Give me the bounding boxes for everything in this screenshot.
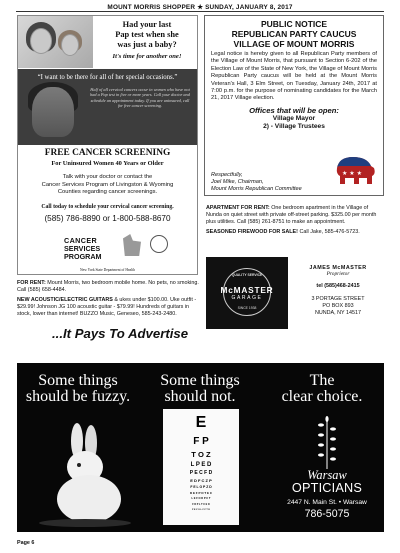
eye-chart: E F P T O Z L P E D P E C F D E D F C Z P F E L O P Z D D E F P O T E C L E F O D P C T F D P L T C E O P E Z O L C F T D (163, 409, 239, 525)
mcmaster-logo: QUALITY SERVICE McMASTER GARAGE SINCE 1938 (206, 257, 288, 329)
phone-numbers: (585) 786-8890 or 1-800-588-8670 (44, 214, 171, 223)
notice-signoff: Respectfully, Joel Mike, Chairman, Mount Morris Republican Committee (211, 172, 302, 192)
seal-icon (150, 235, 168, 253)
classified-item: FOR RENT: Mount Morris, two bedroom mobile home. No pets, no smoking. Call (585) 658-4484. (17, 280, 199, 293)
contact-text: Talk with your doctor or contact the Cancer Services Program of Livingston & Wyoming Counties regarding cancer screenings. (41, 174, 174, 196)
ad-question: Had your last Pap test when she was just a baby? (115, 20, 179, 49)
headline-should-not: Some things should not. (160, 372, 240, 405)
mcmaster-garage-ad (206, 257, 384, 329)
apartment-classified: APARTMENT FOR RENT: One bedroom apartment in the Village of Nunda on quiet street with private off-street parking. $325.00 per month plus utilities. Call (585) 261-8751 to make an appointment. (206, 205, 377, 225)
headline-clear-choice: The clear choice. (281, 372, 363, 405)
classified-item: NEW ACOUSTIC/ELECTRIC GUITARS & ukes under $100.00. Uke outfit - $29.99! Johnson JG 100 acoustic guitar - $79.99! Hundreds of guitars in stock, lower than internet! BUZZO Music, Geneseo, 585-243-2480. (17, 296, 197, 317)
call-line: Call today to schedule your cervical cancer screening. (41, 204, 174, 210)
classifieds (17, 280, 200, 321)
svg-text:★ ★ ★: ★ ★ ★ (342, 170, 362, 177)
store-script-name: Warsaw (307, 468, 347, 482)
mother-child-photo (18, 16, 93, 68)
cancer-services-logo: CANCER SERVICES PROGRAM (64, 236, 102, 261)
cancer-screening-ad (17, 15, 198, 275)
it-pays-to-advertise: ...It Pays To Advertise (52, 326, 189, 341)
notice-title: PUBLIC NOTICE REPUBLICAN PARTY CAUCUS VILLAGE OF MOUNT MORRIS (231, 19, 357, 49)
branch-logo (279, 415, 375, 469)
store-name: OPTICIANS (291, 481, 363, 495)
ad-quote: “I want to be there for all of her special occasions.” (37, 74, 178, 81)
page-number: Page 6 (17, 540, 35, 546)
store-address: 2447 N. Main St. • Warsaw (287, 499, 367, 506)
quote-band (18, 69, 197, 145)
offices-heading: Offices that will be open: (249, 105, 339, 115)
public-notice (204, 15, 384, 196)
ad-tagline: It's time for another one! (112, 53, 182, 60)
department-name: New York State Department of Health (80, 268, 135, 272)
ad-small-text: Half of all cervical cancers occur in women who have not had a Pap test in five or more years. Call your doctor and schedule an appointment today. If you are uninsured, call for free cancer screening. (90, 87, 190, 109)
mcmaster-contact: JAMES McMASTER Proprietor tel (585)468-2415 3 PORTAGE STREET PO BOX 893 NUNDA, NY 14517 (309, 265, 367, 317)
firewood-classified: SEASONED FIREWOOD FOR SALE! Call Jake, 585-476-5723. (206, 229, 360, 235)
program-title: FREE CANCER SCREENING (44, 148, 171, 158)
positions: Village Mayor 2) - Village Trustees (263, 114, 325, 131)
warsaw-opticians-ad (17, 363, 384, 532)
notice-body: Legal notice is hereby given to all Republican Party members of the Village of Mount Morris, that pursuant to Section 6-202 of the Election Law of the State of New York, the Village of Mount Morris Republican Party caucus will be held at the Mount Morris Veteran's Hall, 3 Elm Street, on Tuesday, January 24th, 2017 at 7:00 p.m. for the purpose of nominating candidates for the March 21, 2017 Village election. (211, 51, 377, 102)
bunny-image (37, 423, 133, 527)
store-phone: 786-5075 (304, 508, 350, 520)
running-head: MOUNT MORRIS SHOPPER ★ SUNDAY, JANUARY 8, 2017 (107, 4, 293, 11)
header-rule (16, 11, 384, 12)
headline-fuzzy: Some things should be fuzzy. (25, 372, 131, 405)
republican-elephant-icon (333, 154, 377, 188)
program-subtitle: For Uninsured Women 40 Years or Older (51, 160, 164, 167)
